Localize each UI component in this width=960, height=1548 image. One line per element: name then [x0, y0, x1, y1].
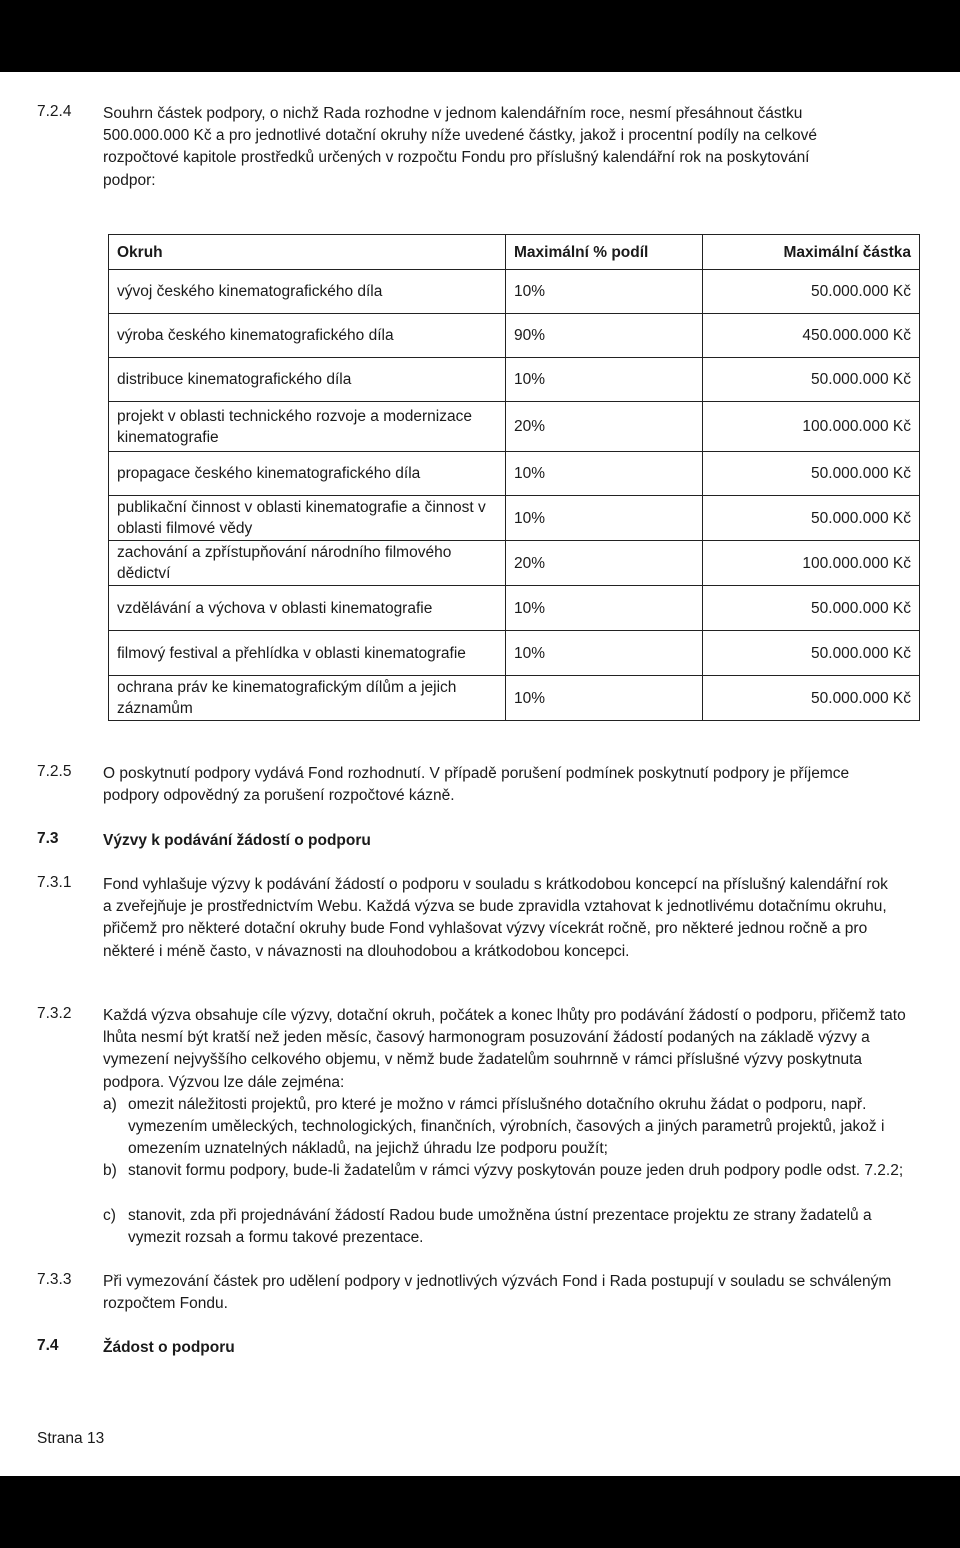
- table-row: [109, 452, 920, 496]
- table-header-row: [109, 235, 920, 270]
- cell-podil: 10%: [506, 631, 703, 676]
- cell-podil: 20%: [506, 541, 703, 586]
- cell-okruh: distribuce kinematografického díla: [109, 358, 506, 402]
- section-7-2-5-text: O poskytnutí podpory vydává Fond rozhodnutí. V případě porušení podmínek poskytnutí podpory je příjemce podpory odpovědný za porušení rozpočtové kázně.: [103, 765, 850, 805]
- cell-castka: 50.000.000 Kč: [703, 586, 920, 631]
- cell-castka: 50.000.000 Kč: [703, 452, 920, 496]
- cell-okruh: projekt v oblasti technického rozvoje a modernizace kinematografie: [109, 402, 506, 452]
- list-item-a: [103, 1094, 918, 1161]
- cell-castka: 50.000.000 Kč: [703, 631, 920, 676]
- header-castka: Maximální částka: [703, 235, 920, 270]
- top-black-bar: [0, 0, 960, 72]
- cell-okruh: filmový festival a přehlídka v oblasti kinematografie: [109, 631, 506, 676]
- cell-podil: 10%: [506, 270, 703, 314]
- cell-podil: 10%: [506, 496, 703, 541]
- cell-okruh: výroba českého kinematografického díla: [109, 314, 506, 358]
- support-amounts-table: [108, 234, 920, 721]
- table-row: [109, 676, 920, 721]
- cell-podil: 20%: [506, 402, 703, 452]
- section-7-3-3-text: Při vymezování částek pro udělení podpory v jednotlivých výzvách Fond i Rada postupují v souladu se schváleným rozpočtem Fondu.: [103, 1273, 892, 1313]
- section-number-7-3-2: 7.3.2: [37, 1005, 72, 1022]
- list-text: omezit náležitosti projektů, pro které je možno v rámci příslušného dotačního okruhu žádat o podporu, např. vymezením uměleckých, technologických, finančních, výrobních, časových a jiných parametrů projektů, jakož i omezením uznatelných nákladů, na jejichž úhradu lze podporu použít;: [128, 1096, 885, 1158]
- text-line: 500.000.000 Kč a pro jednotlivé dotační okruhy níže uvedené částky, jakož i procentní podíly na celkové: [103, 127, 818, 145]
- header-podil: Maximální % podíl: [506, 235, 703, 270]
- table-row: [109, 541, 920, 586]
- table-row: [109, 631, 920, 676]
- cell-castka: 50.000.000 Kč: [703, 270, 920, 314]
- page-number: Strana 13: [37, 1430, 105, 1447]
- cell-okruh: zachování a zpřístupňování národního filmového dědictví: [109, 541, 506, 586]
- bottom-black-bar: [0, 1476, 960, 1548]
- section-number-7-3-3: 7.3.3: [37, 1271, 72, 1288]
- section-number-7-3-1: 7.3.1: [37, 874, 72, 891]
- section-7-2-4-text: [103, 103, 943, 192]
- text-line: Souhrn částek podpory, o nichž Rada rozhodne v jednom kalendářním roce, nesmí přesáhnout částku: [103, 105, 803, 122]
- cell-castka: 50.000.000 Kč: [703, 358, 920, 402]
- text-line: podpor:: [103, 171, 156, 189]
- list-label: c): [103, 1207, 116, 1224]
- table-row: [109, 586, 920, 631]
- cell-castka: 100.000.000 Kč: [703, 402, 920, 452]
- cell-okruh: publikační činnost v oblasti kinematografie a činnost v oblasti filmové vědy: [109, 496, 506, 541]
- section-7-3-1-text: Fond vyhlašuje výzvy k podávání žádostí o podporu v souladu s krátkodobou koncepcí na příslušný kalendářní rok a zveřejňuje je prostřednictvím Webu. Každá výzva se bude zpravidla vztahovat k jednotlivému dotačnímu okruhu, přičemž pro některé dotační okruhy bude Fond vyhlašovat výzvy vícekrát ročně, pro některé jednou ročně a pro některé i méně často, v návaznosti na dlouhodobou a krátkodobou koncepci.: [103, 876, 888, 960]
- list-item-c: [103, 1205, 918, 1249]
- table-row: [109, 402, 920, 452]
- list-label: a): [103, 1096, 117, 1113]
- cell-castka: 100.000.000 Kč: [703, 541, 920, 586]
- section-number-7-2-4: 7.2.4: [37, 103, 72, 120]
- list-text: stanovit formu podpory, bude-li žadatelům v rámci výzvy poskytován pouze jeden druh podpory podle odst. 7.2.2;: [128, 1162, 904, 1179]
- section-number-7-3: 7.3: [37, 830, 59, 847]
- section-7-3-2-text: Každá výzva obsahuje cíle výzvy, dotační okruh, počátek a konec lhůty pro podávání žádostí o podporu, přičemž tato lhůta nesmí být kratší než jeden měsíc, časový harmonogram posuzování žádostí podaných na základě výzvy a vymezení nejvyššího celkového objemu, v němž bude žadatelům souhrnně v rámci příslušné výzvy poskytnuta podpora. Výzvou lze dále zejména:: [103, 1007, 906, 1091]
- cell-podil: 10%: [506, 452, 703, 496]
- section-7-4-title: Žádost o podporu: [103, 1339, 235, 1356]
- section-number-7-2-5: 7.2.5: [37, 763, 72, 780]
- cell-okruh: propagace českého kinematografického díla: [109, 452, 506, 496]
- cell-okruh: vzdělávání a výchova v oblasti kinematografie: [109, 586, 506, 631]
- cell-podil: 90%: [506, 314, 703, 358]
- table-row: [109, 358, 920, 402]
- list-item-b: [103, 1160, 918, 1182]
- list-label: b): [103, 1162, 117, 1179]
- section-number-7-4: 7.4: [37, 1337, 59, 1354]
- table-row: [109, 270, 920, 314]
- cell-castka: 50.000.000 Kč: [703, 676, 920, 721]
- cell-castka: 450.000.000 Kč: [703, 314, 920, 358]
- table-row: [109, 496, 920, 541]
- cell-podil: 10%: [506, 676, 703, 721]
- cell-podil: 10%: [506, 586, 703, 631]
- cell-okruh: vývoj českého kinematografického díla: [109, 270, 506, 314]
- text-line: rozpočtové kapitole prostředků určených v rozpočtu Fondu pro příslušný kalendářní rok na poskytování: [103, 149, 810, 167]
- cell-podil: 10%: [506, 358, 703, 402]
- cell-castka: 50.000.000 Kč: [703, 496, 920, 541]
- cell-okruh: ochrana práv ke kinematografickým dílům a jejich záznamům: [109, 676, 506, 721]
- table-row: [109, 314, 920, 358]
- list-text: stanovit, zda při projednávání žádostí Radou bude umožněna ústní prezentace projektu ze strany žadatelů a vymezit rozsah a formu takové prezentace.: [128, 1207, 872, 1247]
- section-7-3-title: Výzvy k podávání žádostí o podporu: [103, 832, 371, 849]
- header-okruh: Okruh: [109, 235, 506, 270]
